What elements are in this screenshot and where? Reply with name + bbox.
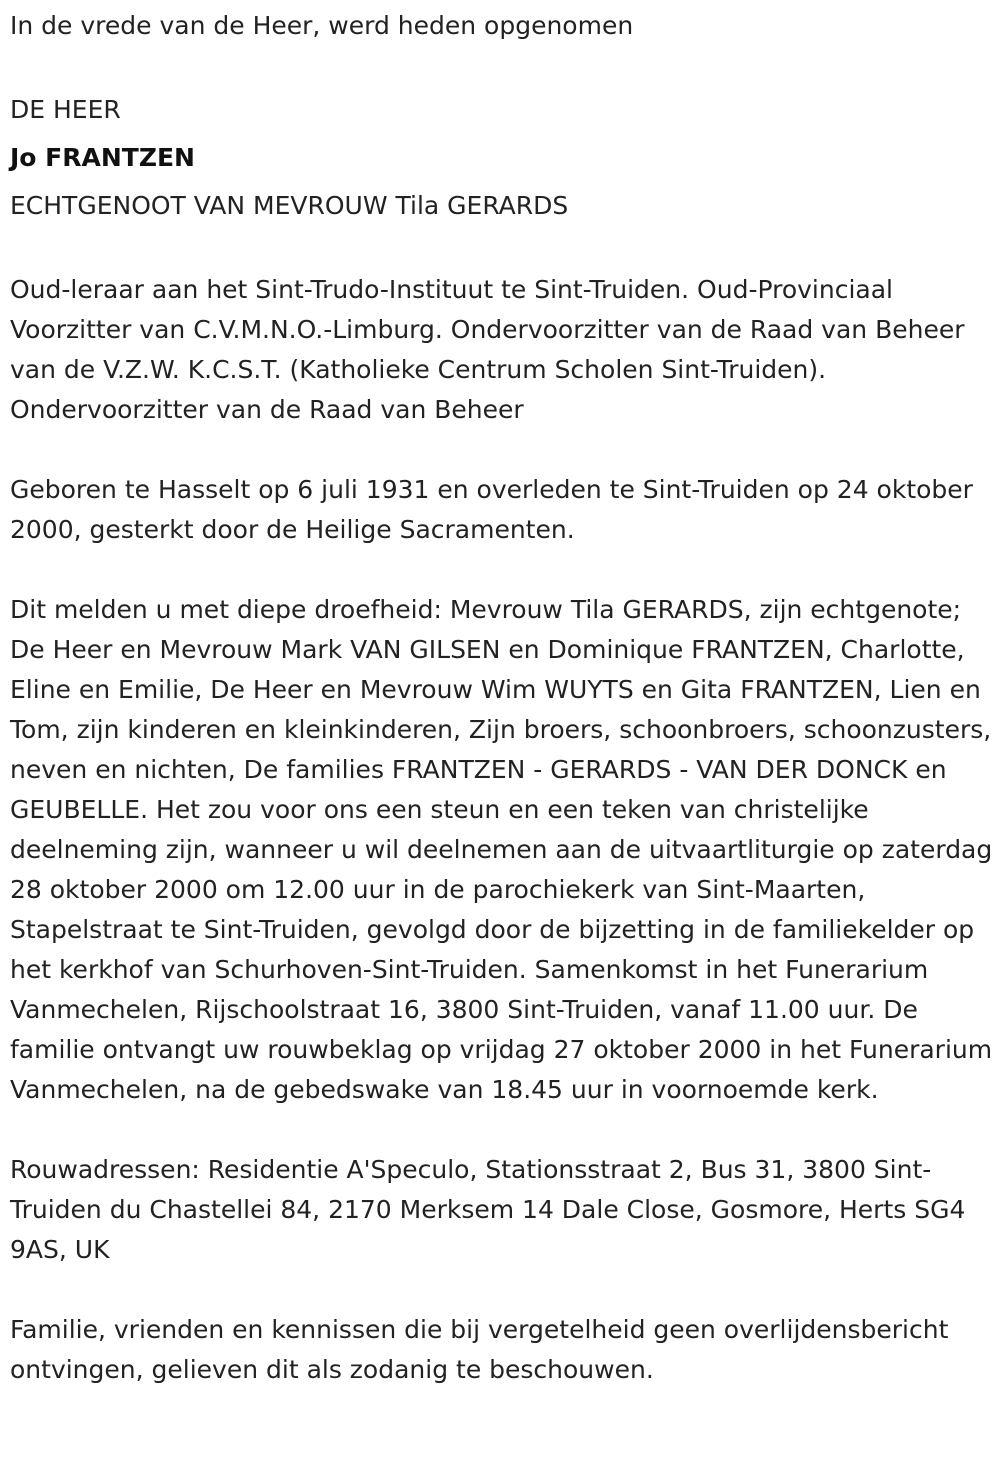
intro-line: In de vrede van de Heer, werd heden opgenomen [10,11,634,40]
functions-paragraph: Oud-leraar aan het Sint-Trudo-Instituut te Sint-Truiden. Oud-Provinciaal Voorzitter van C.V.M.N.O.-Limburg. Ondervoorzitter van de Raad van Beheer van de V.Z.W. K.C.S.T. (Katholieke Centrum Scholen Sint-Truiden). Ondervoorzitter van de Raad van Beheer [10,275,965,424]
closing-paragraph: Familie, vrienden en kennissen die bij vergetelheid geen overlijdensbericht ontvingen, gelieven dit als zodanig te beschouwen. [10,1315,949,1384]
announcement-paragraph: Dit melden u met diepe droefheid: Mevrouw Tila GERARDS, zijn echtgenote; De Heer en Mevrouw Mark VAN GILSEN en Dominique FRANTZEN, Charlotte, Eline en Emilie, De Heer en Mevrouw Wim WUYTS en Gita FRANTZEN, Lien en Tom, zijn kinderen en kleinkinderen, Zijn broers, schoonbroers, schoonzusters, neven en nichten, De families FRANTZEN - GERARDS - VAN DER DONCK en GEUBELLE. Het zou voor ons een steun en een teken van christelijke deelneming zijn, wanneer u wil deelnemen aan de uitvaartliturgie op zaterdag 28 oktober 2000 om 12.00 uur in de parochiekerk van Sint-Maarten, Stapelstraat te Sint-Truiden, gevolgd door de bijzetting in de familiekelder op het kerkhof van Schurhoven-Sint-Truiden. Samenkomst in het Funerarium Vanmechelen, Rijschoolstraat 16, 3800 Sint-Truiden, vanaf 11.00 uur. De familie ontvangt uw rouwbeklag op vrijdag 27 oktober 2000 in het Funerarium Vanmechelen, na de gebedswake van 18.45 uur in voornoemde kerk. [10,595,993,1104]
title-prefix: DE HEER [10,95,121,124]
deceased-name: Jo FRANTZEN [10,143,195,172]
addresses-paragraph: Rouwadressen: Residentie A'Speculo, Stationsstraat 2, Bus 31, 3800 Sint-Truiden du Chastellei 84, 2170 Merksem 14 Dale Close, Gosmore, Herts SG4 9AS, UK [10,1155,966,1264]
spouse-line: ECHTGENOOT VAN MEVROUW Tila GERARDS [10,191,569,220]
deceased-header [10,86,990,230]
birth-death-paragraph: Geboren te Hasselt op 6 juli 1931 en overleden te Sint-Truiden op 24 oktober 2000, gesterkt door de Heilige Sacramenten. [10,475,973,544]
